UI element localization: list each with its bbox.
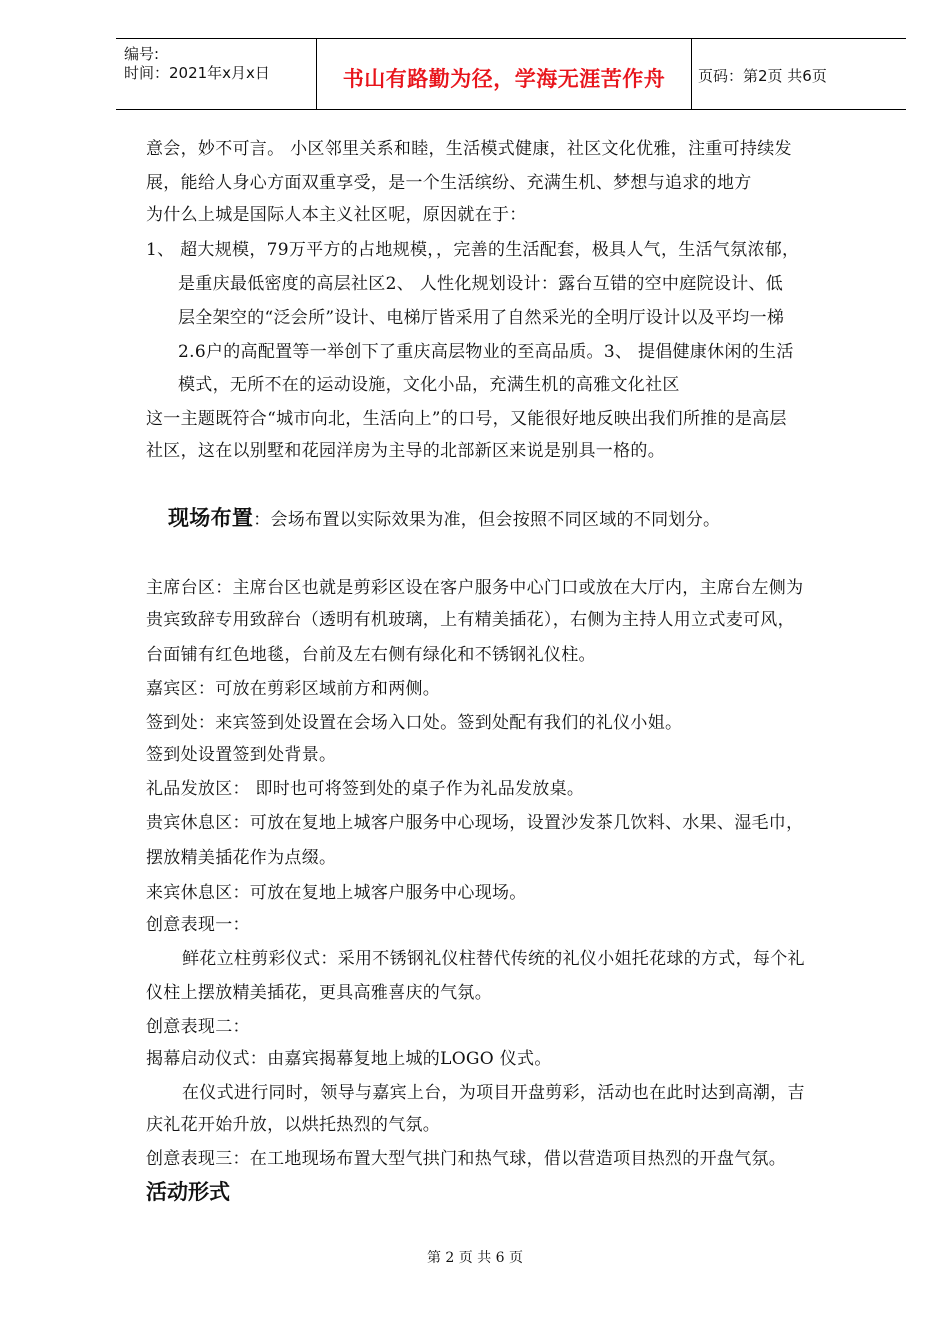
paragraph-line: 意会，妙不可言。 小区邻里关系和睦，生活模式健康，社区文化优雅，注重可持续发	[146, 139, 792, 159]
page-header	[116, 38, 906, 110]
venue-line: 在仪式进行同时，领导与嘉宾上台，为项目开盘剪彩，活动也在此时达到高潮，吉	[182, 1083, 805, 1103]
venue-line: 贵宾致辞专用致辞台（透明有机玻璃，上有精美插花），右侧为主持人用立式麦可风，	[146, 610, 795, 630]
venue-line: 礼品发放区： 即时也可将签到处的桌子作为礼品发放桌。	[146, 779, 585, 799]
venue-line: 主席台区：主席台区也就是剪彩区设在客户服务中心门口或放在大厅内，主席台左侧为	[146, 578, 804, 598]
activity-heading: 活动形式	[146, 1180, 230, 1204]
venue-line: 台面铺有红色地毯，台前及左右侧有绿化和不锈钢礼仪柱。	[146, 645, 596, 665]
motto-text: 书山有路勤为径，学海无涯苦作舟	[342, 67, 666, 91]
venue-line: 贵宾休息区：可放在复地上城客户服务中心现场，设置沙发茶几饮料、水果、湿毛巾，	[146, 813, 804, 833]
paragraph-line: 社区，这在以别墅和花园洋房为主导的北部新区来说是别具一格的。	[146, 441, 665, 461]
page-info: 页码：第2页 共6页	[698, 67, 827, 85]
venue-heading: 现场布置	[168, 506, 254, 530]
venue-line: 创意表现一：	[146, 915, 250, 935]
venue-heading-row	[168, 502, 720, 532]
list-item-line: 1、 超大规模，79万平方的占地规模，，完善的生活配套，极具人气，生活气氛浓郁，	[146, 240, 800, 260]
venue-line: 创意表现二：	[146, 1017, 250, 1037]
venue-line: 揭幕启动仪式：由嘉宾揭幕复地上城的LOGO 仪式。	[146, 1049, 552, 1069]
header-motto-cell	[316, 39, 692, 109]
list-item-line: 是重庆最低密度的高层社区2、 人性化规划设计：露台互错的空中庭院设计、低	[178, 274, 784, 294]
header-meta	[116, 39, 316, 109]
venue-line: 摆放精美插花作为点缀。	[146, 848, 337, 868]
time-label: 时间：2021年x月x日	[124, 64, 270, 82]
paragraph-line: 这一主题既符合“城市向北，生活向上”的口号，又能很好地反映出我们所推的是高层	[146, 409, 787, 429]
venue-line: 创意表现三：在工地现场布置大型气拱门和热气球，借以营造项目热烈的开盘气氛。	[146, 1149, 787, 1169]
venue-line: 仪柱上摆放精美插花，更具高雅喜庆的气氛。	[146, 983, 492, 1003]
venue-line: 签到处设置签到处背景。	[146, 745, 337, 765]
list-item-line: 2.6户的高配置等一举创下了重庆高层物业的至高品质。3、 提倡健康休闲的生活	[178, 342, 794, 362]
list-item-line: 层全架空的“泛会所”设计、电梯厅皆采用了自然采光的全明厅设计以及平均一梯	[178, 308, 785, 328]
page-footer: 第 2 页 共 6 页	[426, 1250, 524, 1266]
venue-line: 签到处：来宾签到处设置在会场入口处。签到处配有我们的礼仪小姐。	[146, 713, 683, 733]
venue-line: 来宾休息区：可放在复地上城客户服务中心现场。	[146, 883, 527, 903]
number-label: 编号:	[124, 45, 160, 63]
venue-heading-desc: ：会场布置以实际效果为准，但会按照不同区域的不同划分。	[253, 510, 721, 530]
venue-line: 嘉宾区：可放在剪彩区域前方和两侧。	[146, 679, 441, 699]
list-item-line: 模式，无所不在的运动设施，文化小品，充满生机的高雅文化社区	[178, 375, 680, 395]
venue-line: 庆礼花开始升放，以烘托热烈的气氛。	[146, 1115, 441, 1135]
venue-line: 鲜花立柱剪彩仪式：采用不锈钢礼仪柱替代传统的礼仪小姐托花球的方式，每个礼	[182, 949, 805, 969]
paragraph-line: 展，能给人身心方面双重享受，是一个生活缤纷、充满生机、梦想与追求的地方	[146, 173, 752, 193]
paragraph-line: 为什么上城是国际人本主义社区呢，原因就在于：	[146, 205, 527, 225]
